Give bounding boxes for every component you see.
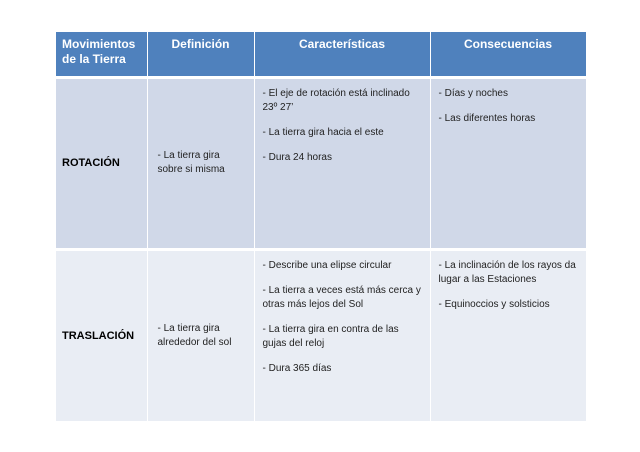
characteristics-traslacion <box>254 249 430 421</box>
list-item: - El eje de rotación está inclinado 23º 27’ <box>262 87 410 113</box>
earth-movements-table <box>56 32 587 421</box>
header-movimientos: Movimientos de la Tierra <box>56 32 147 77</box>
list-item: - Días y noches <box>438 87 508 99</box>
characteristics-rotacion <box>254 77 430 249</box>
header-caracteristicas: Características <box>254 32 430 77</box>
list-item: - La tierra a veces está más cerca y otras más lejos del Sol <box>262 284 421 310</box>
consequences-traslacion <box>430 249 586 421</box>
header-consecuencias: Consecuencias <box>430 32 586 77</box>
list-item: - Dura 365 días <box>262 362 332 374</box>
list-item: - Las diferentes horas <box>438 112 536 124</box>
table-row-rotacion <box>56 77 586 249</box>
row-title-traslacion: TRASLACIÓN <box>56 249 147 421</box>
list-item: - Dura 24 horas <box>262 151 332 163</box>
list-item: - La tierra gira en contra de las gujas del reloj <box>262 323 399 349</box>
header-definicion: Definición <box>147 32 254 77</box>
table-row-traslacion <box>56 249 586 421</box>
header-row <box>56 32 586 77</box>
list-item: - Equinoccios y solsticios <box>438 298 550 310</box>
list-item: - Describe una elipse circular <box>262 259 392 271</box>
definition-traslacion: - La tierra gira alrededor del sol <box>147 249 254 421</box>
definition-rotacion: - La tierra gira sobre si misma <box>147 77 254 249</box>
list-item: - La inclinación de los rayos da lugar a las Estaciones <box>438 259 576 285</box>
row-title-rotacion: ROTACIÓN <box>56 77 147 249</box>
list-item: - La tierra gira hacia el este <box>262 126 384 138</box>
consequences-rotacion <box>430 77 586 249</box>
